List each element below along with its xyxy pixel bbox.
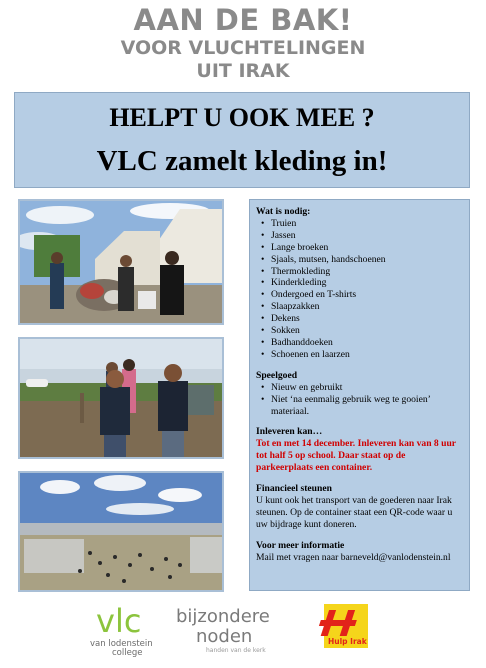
list-item: • Sokken [271,325,463,337]
toys-list [256,382,463,418]
toys-heading: Speelgoed [256,369,298,381]
list-item: • Lange broeken [271,242,463,254]
deliver-heading: Inleveren kan… [256,426,323,438]
list-item: • Kinderkleding [271,277,463,289]
photo-clothing-distribution [18,199,224,325]
needed-heading: Wat is nodig: [256,206,311,217]
bijzondere-noden-logo [176,606,270,654]
bn-line-1: bijzondere [176,606,270,627]
bn-tagline: handen van de kerk [206,647,266,654]
list-item: • Slaapzakken [271,301,463,313]
contact-text: Mail met vragen naar barneveld@vanlodenstein.nl [256,551,451,563]
photo-refugee-camp [18,471,224,592]
finance-text: U kunt ook het transport van de goederen naar Irak steunen. Op de container staat een QR-code waar u uw bijdrage kunt doneren. [256,494,453,530]
needed-list [256,218,463,361]
list-item: • Truien [271,218,463,230]
title-line-1: AAN DE BAK! [133,3,353,37]
vlc-college: college [112,648,143,658]
list-item: • Badhanddoeken [271,337,463,349]
vlc-name: van lodenstein [90,639,153,649]
hulp-irak-logo [319,604,368,648]
photo-children-field [18,337,224,459]
deliver-text: Tot en met 14 december. Inleveren kan van 8 uur tot half 5 op school. Daar staat op de parkeerplaats een container. [256,438,456,474]
list-item: • Nieuw en gebruikt [271,382,463,394]
title-line-2: VOOR VLUCHTELINGEN [120,37,366,59]
info-panel [249,199,470,591]
list-item: • Thermokleding [271,266,463,278]
banner-question: HELPT U OOK MEE ? [109,103,375,132]
list-item: • Jassen [271,230,463,242]
vlc-mark: vlc [96,602,142,640]
title-line-3: UIT IRAK [196,60,290,82]
bn-line-2: noden [196,626,253,647]
headline-banner [14,92,470,188]
banner-statement: VLC zamelt kleding in! [96,145,388,177]
list-item: • Dekens [271,313,463,325]
finance-heading: Financieel steunen [256,483,332,495]
more-info-heading: Voor meer informatie [256,539,345,551]
list-item: • Schoenen en laarzen [271,349,463,361]
list-item: • Sjaals, mutsen, handschoenen [271,254,463,266]
hulp-irak-text: Hulp Irak [328,637,367,646]
sponsor-logos [0,598,486,663]
vlc-logo [90,602,153,658]
list-item: • Ondergoed en T-shirts [271,289,463,301]
list-item: • Niet ‘na eenmalig gebruik weg te gooien’ materiaal. [271,394,463,418]
